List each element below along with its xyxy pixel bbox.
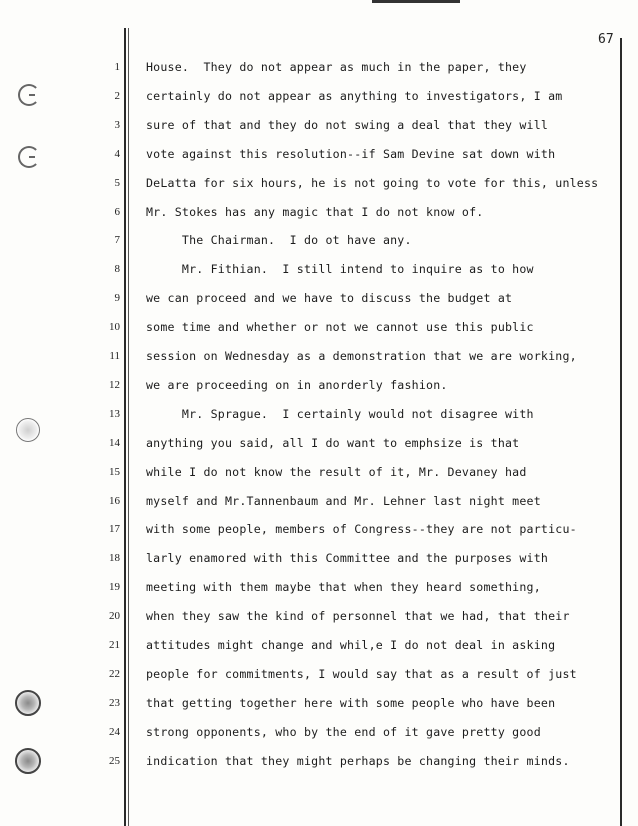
transcript-line: while I do not know the result of it, Mr. Devaney had xyxy=(146,465,527,479)
transcript-line: that getting together here with some people who have been xyxy=(146,696,556,710)
transcript-line: when they saw the kind of personnel that we had, that their xyxy=(146,609,570,623)
binder-hole-icon xyxy=(16,418,40,442)
line-number: 17 xyxy=(109,523,120,535)
line-number: 14 xyxy=(109,437,120,449)
binder-hole-icon xyxy=(18,146,40,168)
line-number: 8 xyxy=(114,263,120,275)
line-number: 10 xyxy=(109,321,120,333)
line-number: 5 xyxy=(114,177,120,189)
line-number: 20 xyxy=(109,610,120,622)
line-number: 12 xyxy=(109,379,120,391)
left-margin-rule xyxy=(124,28,126,826)
transcript-line: House. They do not appear as much in the paper, they xyxy=(146,60,527,74)
line-number: 23 xyxy=(109,697,120,709)
binder-hole-icon xyxy=(18,84,40,106)
line-number: 25 xyxy=(109,755,120,767)
transcript-line: Mr. Sprague. I certainly would not disagree with xyxy=(146,407,534,421)
binder-hole-icon xyxy=(15,690,41,716)
line-number: 2 xyxy=(114,90,120,102)
transcript-line: attitudes might change and whil,e I do not deal in asking xyxy=(146,638,556,652)
line-number: 19 xyxy=(109,581,120,593)
line-number: 15 xyxy=(109,466,120,478)
transcript-line: we can proceed and we have to discuss the budget at xyxy=(146,291,513,305)
line-number: 13 xyxy=(109,408,120,420)
transcript-line: Mr. Stokes has any magic that I do not know of. xyxy=(146,205,484,219)
transcript-line: larly enamored with this Committee and the purposes with xyxy=(146,551,549,565)
transcript-line: we are proceeding on in anorderly fashion. xyxy=(146,378,448,392)
transcript-line: vote against this resolution--if Sam Devine sat down with xyxy=(146,147,556,161)
transcript-line: session on Wednesday as a demonstration that we are working, xyxy=(146,349,577,363)
left-margin-rule-inner xyxy=(128,28,129,826)
page-number: 67 xyxy=(598,32,614,47)
transcript-line: some time and whether or not we cannot use this public xyxy=(146,320,534,334)
transcript-line: sure of that and they do not swing a deal that they will xyxy=(146,118,549,132)
line-number: 16 xyxy=(109,495,120,507)
line-number: 4 xyxy=(114,148,120,160)
transcript-line: myself and Mr.Tannenbaum and Mr. Lehner last night meet xyxy=(146,494,541,508)
line-number: 6 xyxy=(114,206,120,218)
line-number: 18 xyxy=(109,552,120,564)
transcript-line: strong opponents, who by the end of it gave pretty good xyxy=(146,725,541,739)
line-number: 22 xyxy=(109,668,120,680)
transcript-line: meeting with them maybe that when they heard something, xyxy=(146,580,541,594)
line-number: 1 xyxy=(114,61,120,73)
line-number: 24 xyxy=(109,726,120,738)
transcript-line: Mr. Fithian. I still intend to inquire as to how xyxy=(146,262,534,276)
transcript-line: indication that they might perhaps be changing their minds. xyxy=(146,754,570,768)
line-number: 11 xyxy=(109,350,120,362)
transcript-line: people for commitments, I would say that as a result of just xyxy=(146,667,577,681)
transcript-line: The Chairman. I do ot have any. xyxy=(146,233,412,247)
binder-hole-icon xyxy=(15,748,41,774)
line-number: 7 xyxy=(114,234,120,246)
transcript-line: DeLatta for six hours, he is not going to vote for this, unless xyxy=(146,176,599,190)
transcript-line: certainly do not appear as anything to investigators, I am xyxy=(146,89,563,103)
line-number: 3 xyxy=(114,119,120,131)
line-number: 21 xyxy=(109,639,120,651)
top-edge-mark xyxy=(372,0,460,3)
transcript-line: with some people, members of Congress--they are not particu- xyxy=(146,522,577,536)
transcript-line: anything you said, all I do want to emphsize is that xyxy=(146,436,520,450)
line-number: 9 xyxy=(114,292,120,304)
right-margin-rule xyxy=(620,38,622,826)
